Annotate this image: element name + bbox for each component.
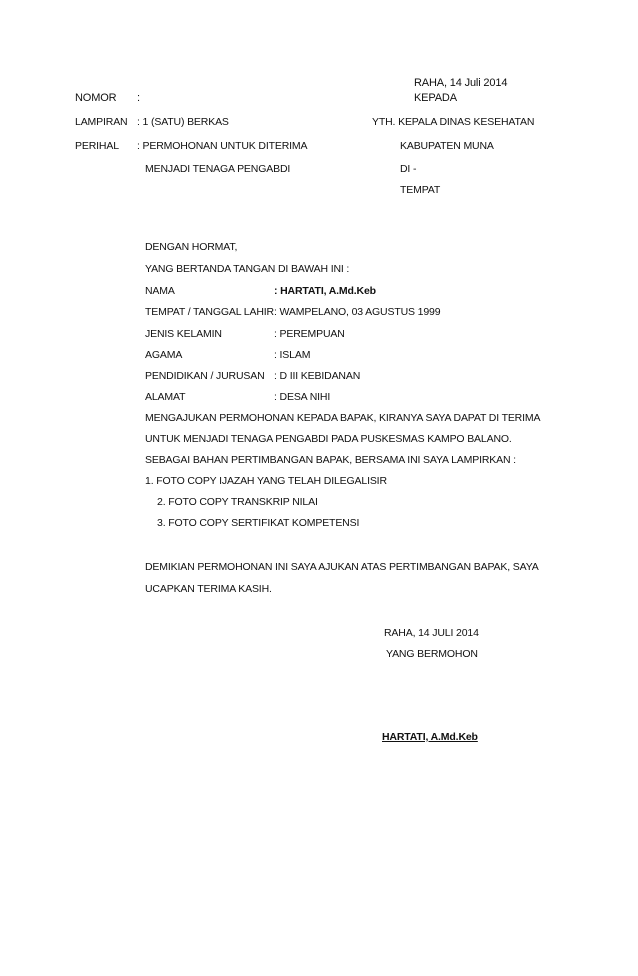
field-label-ttl: TEMPAT / TANGGAL LAHIR (145, 306, 274, 318)
nomor-value: : (137, 92, 140, 104)
lampiran-label: LAMPIRAN (75, 116, 128, 128)
field-value-agama: : ISLAM (274, 349, 311, 361)
recipient-yth: YTH. KEPALA DINAS KESEHATAN (372, 116, 535, 128)
attachment-item-1: 1. FOTO COPY IJAZAH YANG TELAH DILEGALISIR (145, 475, 387, 487)
perihal-label: PERIHAL (75, 140, 119, 152)
field-label-agama: AGAMA (145, 349, 183, 361)
perihal-value-line2: MENJADI TENAGA PENGABDI (145, 163, 291, 175)
recipient-kabupaten: KABUPATEN MUNA (400, 140, 494, 152)
field-value-alamat: : DESA NIHI (274, 391, 331, 403)
field-label-nama: NAMA (145, 285, 175, 297)
field-value-nama: : HARTATI, A.Md.Keb (274, 285, 376, 297)
attachment-item-2: 2. FOTO COPY TRANSKRIP NILAI (157, 496, 318, 508)
signature-place-date: RAHA, 14 JULI 2014 (384, 627, 479, 639)
request-line2: UNTUK MENJADI TENAGA PENGABDI PADA PUSKESMAS KAMPO BALANO. (145, 433, 512, 445)
field-value-ttl: : WAMPELANO, 03 AGUSTUS 1999 (274, 306, 441, 318)
field-label-jenis-kelamin: JENIS KELAMIN (145, 328, 222, 340)
field-label-pendidikan: PENDIDIKAN / JURUSAN (145, 370, 265, 382)
salutation: DENGAN HORMAT, (145, 241, 238, 253)
field-label-alamat: ALAMAT (145, 391, 186, 403)
request-line1: MENGAJUKAN PERMOHONAN KEPADA BAPAK, KIRANYA SAYA DAPAT DI TERIMA (145, 412, 541, 424)
attachment-intro: SEBAGAI BAHAN PERTIMBANGAN BAPAK, BERSAMA INI SAYA LAMPIRKAN : (145, 454, 516, 466)
signature-name: HARTATI, A.Md.Keb (382, 731, 478, 743)
recipient-kepada: KEPADA (414, 92, 457, 104)
lampiran-value: : 1 (SATU) BERKAS (137, 116, 229, 128)
signature-role: YANG BERMOHON (386, 648, 478, 660)
recipient-di: DI - (400, 163, 417, 175)
attachment-item-3: 3. FOTO COPY SERTIFIKAT KOMPETENSI (157, 517, 360, 529)
intro-line: YANG BERTANDA TANGAN DI BAWAH INI : (145, 263, 350, 275)
perihal-value-line1: : PERMOHONAN UNTUK DITERIMA (137, 140, 308, 152)
closing-line2: UCAPKAN TERIMA KASIH. (145, 583, 272, 595)
field-value-jenis-kelamin: : PEREMPUAN (274, 328, 345, 340)
closing-line1: DEMIKIAN PERMOHONAN INI SAYA AJUKAN ATAS PERTIMBANGAN BAPAK, SAYA (145, 561, 539, 573)
nomor-label: NOMOR (75, 92, 117, 104)
field-value-pendidikan: : D III KEBIDANAN (274, 370, 361, 382)
letter-place-date: RAHA, 14 Juli 2014 (414, 77, 508, 89)
recipient-tempat: TEMPAT (400, 184, 441, 196)
